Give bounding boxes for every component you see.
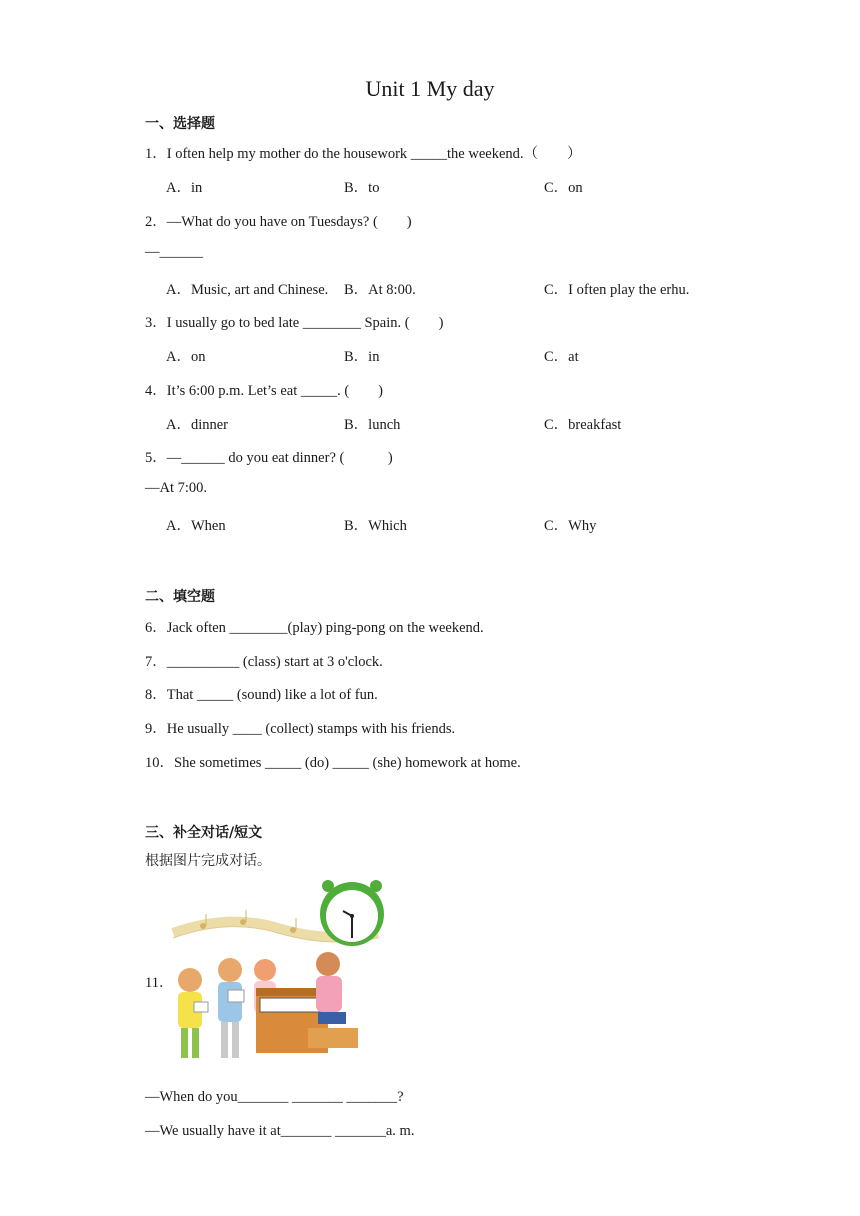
q5-option-b: B．Which <box>344 518 407 534</box>
fill-item-7: 7．__________ (class) start at 3 o'clock. <box>145 654 383 670</box>
fill-item-9: 9．He usually ____ (collect) stamps with his friends. <box>145 721 456 737</box>
music-class-illustration <box>168 878 390 1078</box>
q4-option-b: B．lunch <box>344 417 401 433</box>
q1-option-c: C．on <box>544 180 583 196</box>
section-heading-choice: 一、选择题 <box>145 116 215 132</box>
question-5-reply: —At 7:00. <box>145 480 208 496</box>
q3-option-a: A．on <box>166 349 206 365</box>
fill-item-6: 6．Jack often ________(play) ping-pong on the weekend. <box>145 620 484 636</box>
fill-item-10: 10．She sometimes _____ (do) _____ (she) homework at home. <box>145 755 521 771</box>
dialogue-instruction: 根据图片完成对话。 <box>145 853 271 869</box>
q5-option-c: C．Why <box>544 518 597 534</box>
question-2: 2．—What do you have on Tuesdays? ( ) <box>145 214 412 230</box>
q2-option-a: A．Music, art and Chinese. <box>166 282 329 298</box>
dialogue-line-2: —We usually have it at_______ _______a. m. <box>145 1123 415 1139</box>
q1-option-a: A．in <box>166 180 203 196</box>
q3-option-c: C．at <box>544 349 579 365</box>
q2-option-b: B．At 8:00. <box>344 282 416 298</box>
question-5: 5．—______ do you eat dinner? ( ) <box>145 450 393 466</box>
page-title: Unit 1 My day <box>365 76 495 101</box>
q4-option-a: A．dinner <box>166 417 229 433</box>
section-heading-fill: 二、填空题 <box>145 589 215 605</box>
teacher-icon <box>316 952 346 1024</box>
q2-option-c: C．I often play the erhu. <box>544 282 690 298</box>
dialogue-line-1: —When do you_______ _______ _______? <box>145 1089 404 1105</box>
question-1: 1．I often help my mother do the housework _____the weekend.（ ） <box>145 146 582 162</box>
q1-option-b: B．to <box>344 180 380 196</box>
fill-item-8: 8．That _____ (sound) like a lot of fun. <box>145 687 378 703</box>
q5-option-a: A．When <box>166 518 226 534</box>
question-11-number: 11． <box>145 975 174 991</box>
q4-option-c: C．breakfast <box>544 417 622 433</box>
section-heading-dialogue: 三、补全对话/短文 <box>145 825 263 841</box>
question-3: 3．I usually go to bed late ________ Spain. ( ) <box>145 315 444 331</box>
q3-option-b: B．in <box>344 349 380 365</box>
question-2-reply: —______ <box>145 244 203 260</box>
question-4: 4．It’s 6:00 p.m. Let’s eat _____. ( ) <box>145 383 384 399</box>
clock-icon <box>320 880 384 946</box>
